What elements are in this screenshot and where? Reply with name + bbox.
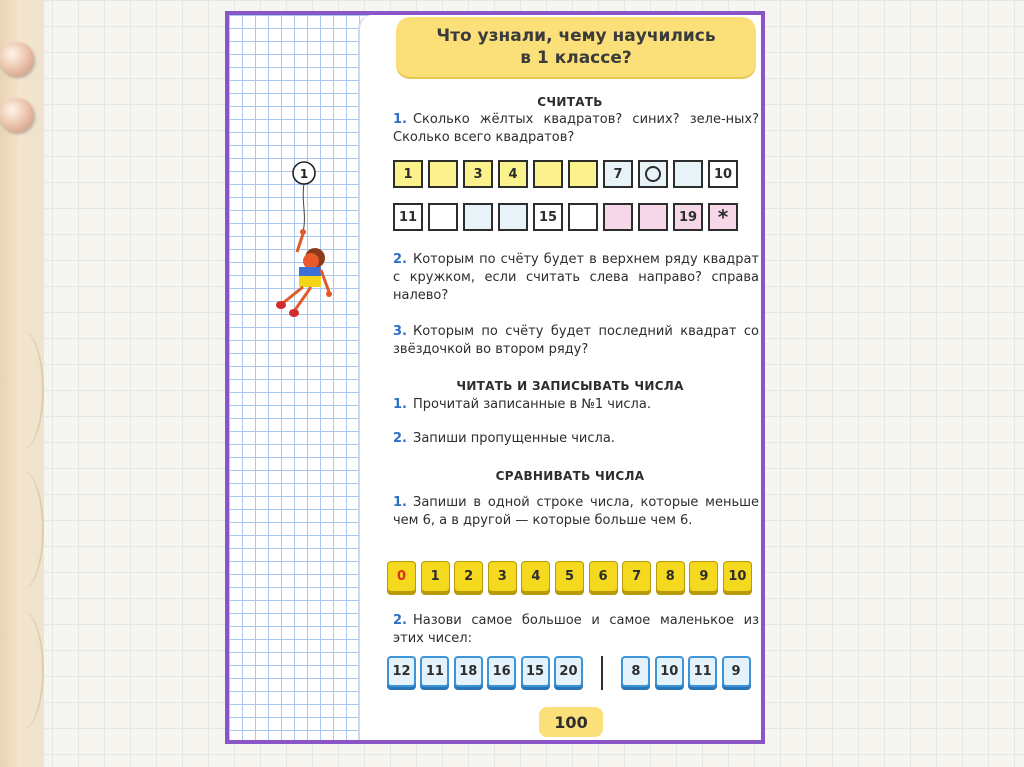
counting-square bbox=[533, 160, 563, 188]
blue-number-tile: 15 bbox=[521, 656, 550, 687]
wave-decoration bbox=[0, 470, 44, 590]
blue-number-tile: 18 bbox=[454, 656, 483, 687]
textbook-page bbox=[225, 11, 765, 744]
counting-square bbox=[638, 160, 668, 188]
square-number: 3 bbox=[473, 166, 483, 182]
task-number: 2. bbox=[393, 252, 407, 267]
task-text: Запиши пропущенные числа. bbox=[412, 431, 615, 446]
circle-mark-icon bbox=[645, 166, 661, 182]
square-number: 4 bbox=[508, 166, 518, 182]
read-write-task-1 bbox=[393, 396, 759, 414]
task-number: 3. bbox=[393, 324, 407, 339]
number-tile: 6 bbox=[589, 561, 618, 592]
count-task-3 bbox=[393, 323, 759, 359]
blue-number-tile: 8 bbox=[621, 656, 650, 687]
number-tile: 3 bbox=[488, 561, 517, 592]
count-task-1 bbox=[393, 111, 759, 147]
square-number: 19 bbox=[678, 209, 698, 225]
pearl-decoration bbox=[0, 42, 34, 76]
counting-square bbox=[463, 203, 493, 231]
counting-square bbox=[498, 160, 528, 188]
wave-decoration bbox=[0, 330, 44, 450]
task-text: Которым по счёту будет последний квадрат со звёздочкой во втором ряду? bbox=[393, 324, 759, 357]
task-text: Сколько жёлтых квадратов? синих? зеле-ных? Сколько всего квадратов? bbox=[393, 112, 759, 145]
counting-square bbox=[428, 160, 458, 188]
counting-square bbox=[463, 160, 493, 188]
counting-square bbox=[603, 203, 633, 231]
count-task-2 bbox=[393, 251, 759, 305]
task-number: 2. bbox=[393, 431, 407, 446]
task-text: Прочитай записанные в №1 числа. bbox=[412, 397, 651, 412]
page-title-line-2: в 1 классе? bbox=[520, 48, 632, 68]
counting-square bbox=[708, 203, 738, 231]
square-number: 1 bbox=[403, 166, 413, 182]
blue-number-tile: 10 bbox=[655, 656, 684, 687]
blue-number-tile: 16 bbox=[487, 656, 516, 687]
counting-square bbox=[568, 160, 598, 188]
number-tile: 7 bbox=[622, 561, 651, 592]
counting-square bbox=[603, 160, 633, 188]
counting-square bbox=[568, 203, 598, 231]
page-number: 100 bbox=[539, 707, 603, 737]
blue-number-tile: 9 bbox=[722, 656, 751, 687]
star-mark-icon: * bbox=[717, 205, 729, 229]
counting-square bbox=[533, 203, 563, 231]
blue-tiles-right-group bbox=[621, 656, 755, 690]
counting-square bbox=[708, 160, 738, 188]
boy-with-balloon-illustration bbox=[261, 160, 341, 320]
blue-tiles-left-group bbox=[387, 656, 587, 690]
task-number: 1. bbox=[393, 397, 407, 412]
task-number: 1. bbox=[393, 112, 407, 127]
number-tile: 5 bbox=[555, 561, 584, 592]
number-tile: 4 bbox=[521, 561, 550, 592]
number-tile: 0 bbox=[387, 561, 416, 592]
section-title-read-write: ЧИТАТЬ И ЗАПИСЫВАТЬ ЧИСЛА bbox=[456, 379, 684, 393]
group-divider bbox=[601, 656, 603, 690]
square-number: 7 bbox=[613, 166, 623, 182]
blue-number-tile: 11 bbox=[688, 656, 717, 687]
counting-square bbox=[393, 203, 423, 231]
square-number: 10 bbox=[713, 166, 733, 182]
counting-square bbox=[673, 203, 703, 231]
section-title-count: СЧИТАТЬ bbox=[537, 95, 603, 109]
task-text: Назови самое большое и самое маленькое из этих чисел: bbox=[393, 613, 759, 646]
counting-square bbox=[428, 203, 458, 231]
task-text: Которым по счёту будет в верхнем ряду квадрат с кружком, если считать слева направо? справа налево? bbox=[393, 252, 759, 303]
number-tile: 10 bbox=[723, 561, 752, 592]
page-content bbox=[379, 15, 761, 740]
number-tiles-row bbox=[387, 561, 757, 592]
number-tile: 1 bbox=[421, 561, 450, 592]
read-write-task-2 bbox=[393, 430, 759, 448]
counting-square bbox=[393, 160, 423, 188]
square-number: 11 bbox=[398, 209, 418, 225]
squares-row-1 bbox=[393, 160, 743, 188]
counting-square bbox=[638, 203, 668, 231]
page-title-banner bbox=[396, 17, 756, 77]
section-title-compare: СРАВНИВАТЬ ЧИСЛА bbox=[495, 469, 645, 483]
squares-row-2 bbox=[393, 203, 743, 231]
blue-number-tile: 12 bbox=[387, 656, 416, 687]
page-tab bbox=[358, 15, 376, 740]
task-text: Запиши в одной строке числа, которые меньше чем 6, а в другой — которые больше чем 6. bbox=[393, 495, 759, 528]
compare-task-2 bbox=[393, 612, 759, 648]
compare-task-1 bbox=[393, 494, 759, 530]
blue-number-tile: 20 bbox=[554, 656, 583, 687]
number-tile: 2 bbox=[454, 561, 483, 592]
counting-square bbox=[498, 203, 528, 231]
task-number: 2. bbox=[393, 613, 407, 628]
task-number: 1. bbox=[393, 495, 407, 510]
number-tile: 9 bbox=[689, 561, 718, 592]
counting-square bbox=[673, 160, 703, 188]
background-decoration bbox=[0, 0, 44, 767]
number-tile: 8 bbox=[656, 561, 685, 592]
grid-margin bbox=[229, 15, 375, 740]
blue-number-tile: 11 bbox=[420, 656, 449, 687]
square-number: 15 bbox=[538, 209, 558, 225]
page-title-line-1: Что узнали, чему научились bbox=[436, 26, 716, 46]
pearl-decoration bbox=[0, 98, 34, 132]
wave-decoration bbox=[0, 610, 44, 730]
balloon-number: 1 bbox=[299, 167, 309, 181]
blue-tiles-row bbox=[387, 656, 755, 690]
